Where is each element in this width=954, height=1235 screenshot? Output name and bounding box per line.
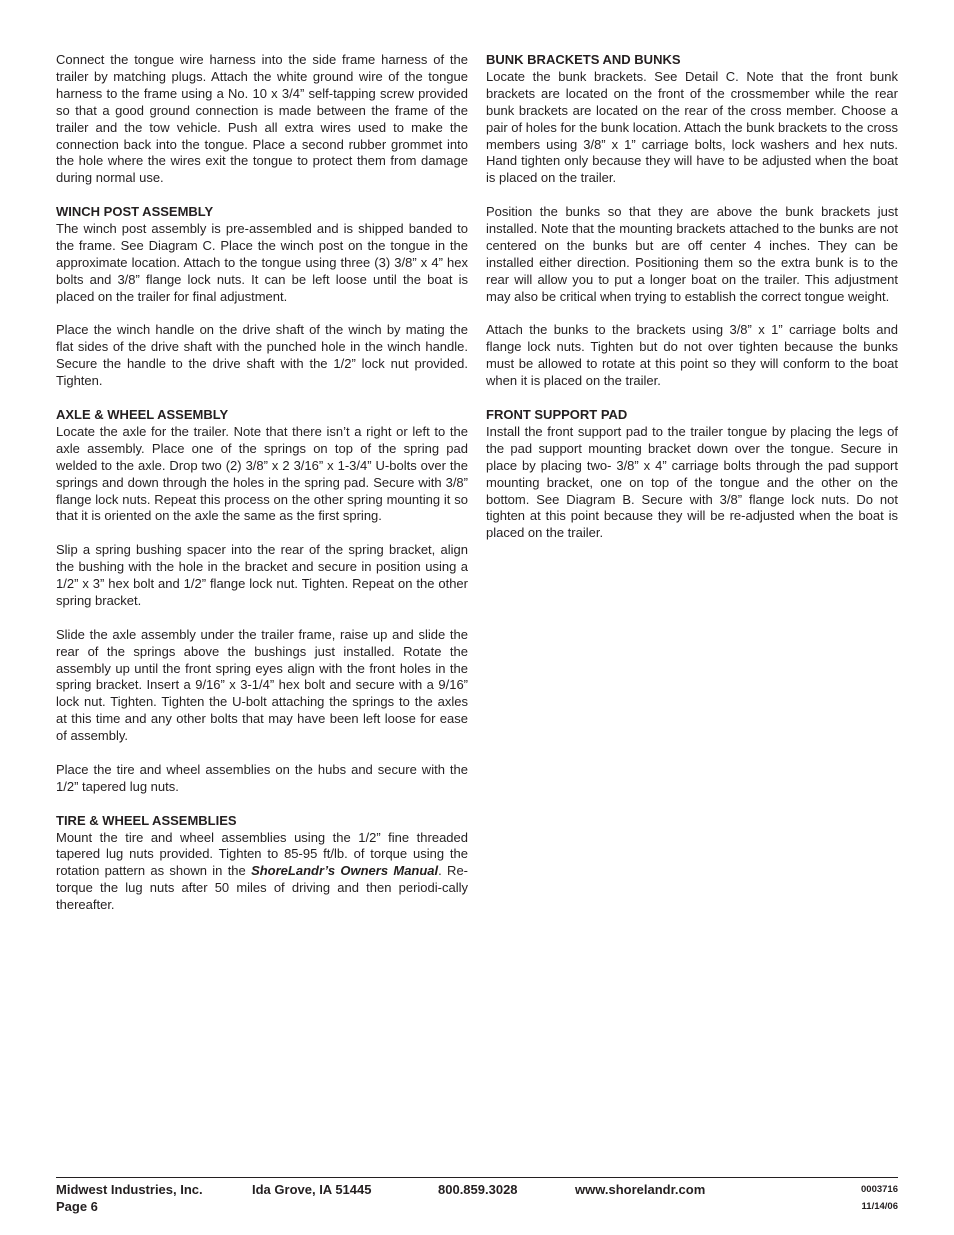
- owners-manual-title: ShoreLandr’s Owners Manual: [251, 863, 439, 879]
- heading-winch-post-assembly: WINCH POST ASSEMBLY: [56, 204, 214, 220]
- footer-company: Midwest Industries, Inc.: [56, 1182, 203, 1197]
- axle-paragraph-4: Place the tire and wheel assemblies on the hubs and secure with the 1/2” tapered lug nuts.: [56, 761, 468, 794]
- bunk-paragraph-1: Locate the bunk brackets. See Detail C. Note that the front bunk brackets are located on the front of the crossmember while the rear bunk brackets are located on the rear of the cross member. Choose a pair of holes for the bunk location. Attach the bunk brackets to the cross members using 3/8” x 1” carriage bolts, lock washers and hex nuts. Hand tighten only because they will have to be adjusted when the boat is placed on the trailer.: [486, 68, 898, 186]
- heading-axle-wheel-assembly: AXLE & WHEEL ASSEMBLY: [56, 406, 229, 422]
- tire-wheel-paragraph: [56, 830, 468, 915]
- footer-date: 11/14/06: [861, 1201, 898, 1212]
- axle-paragraph-3: Slide the axle assembly under the trailer frame, raise up and slide the rear of the springs above the bushings just installed. Rotate the assembly up until the front spring eyes align with the front holes in the spring bracket. Insert a 9/16” x 3-1/4” hex bolt and secure with a 9/16” lock nut. Tighten. Tighten the U-bolt attaching the springs to the axles at this time and any other bolts that may have been left loose for ease of assembly.: [56, 626, 468, 744]
- footer-city: Ida Grove, IA 51445: [252, 1182, 372, 1197]
- winch-post-paragraph-2: Place the winch handle on the drive shaft of the winch by mating the flat sides of the drive shaft with the punched hole in the winch handle. Secure the handle to the drive shaft with the 1/2” lock nut provided. Tighten.: [56, 322, 468, 389]
- heading-tire-wheel-assemblies: TIRE & WHEEL ASSEMBLIES: [56, 812, 237, 828]
- footer-website: www.shorelandr.com: [575, 1182, 706, 1197]
- axle-paragraph-1: Locate the axle for the trailer. Note that there isn’t a right or left to the axle assembly. Place one of the springs on top of the spring pad welded to the axle. Drop two (2) 3/8” x 2 3/16” x 1-3/4” U-bolts over the springs and down through the holes in the spring pad. Secure with 3/8” flange lock nuts. Repeat this process on the other spring mounting it so that it is oriented on the axle the same as the first spring.: [56, 423, 468, 524]
- tire-wheel-text-end: . Re-torque the lug nuts after 50 miles of driving and then periodi-cally thereafter.: [56, 863, 469, 913]
- left-column: [56, 52, 468, 931]
- footer-divider: [56, 1177, 898, 1178]
- front-support-paragraph: Install the front support pad to the trailer tongue by placing the legs of the pad support mounting bracket down over the tongue. Secure in place by placing two- 3/8” x 4” carriage bolts through the pad support mounting bracket, one on top of the tongue and the other on the bottom. See Diagram B. Secure with 3/8” flange lock nuts. Do not tighten at this point because they will be re-adjusted when the boat is placed on the trailer.: [486, 423, 898, 541]
- heading-front-support-pad: FRONT SUPPORT PAD: [486, 406, 628, 422]
- bunk-paragraph-2: Position the bunks so that they are above the bunk brackets just installed. Note that the mounting brackets attached to the bunks are not centered on the bunks but are off center 4 inches. They can be installed either direction. Positioning them so the extra bunk is to the rear will allow you to put a longer boat on the trailer. This adjustment may also be critical when trying to establish the correct tongue weight.: [486, 204, 898, 304]
- footer-doc-number: 0003716: [861, 1184, 898, 1195]
- footer-company-block: [56, 1181, 203, 1215]
- bunk-paragraph-3: Attach the bunks to the brackets using 3/8” x 1” carriage bolts and flange lock nuts. Tighten but do not over tighten because the bunks must be allowed to rotate at this point so they will conform to the boat when it is placed on the trailer.: [486, 322, 898, 389]
- tire-wheel-text-start: Mount the tire and wheel assemblies using the 1/2” fine threaded tapered lug nuts provided. Tighten to 85-95 ft/lb. of torque using the rotation pattern as shown in the: [56, 829, 468, 879]
- footer-phone: 800.859.3028: [438, 1182, 518, 1197]
- axle-paragraph-2: Slip a spring bushing spacer into the rear of the spring bracket, align the bushing with the hole in the bracket and secure in position using a 1/2” x 3” hex bolt and 1/2” flange lock nut. Tighten. Repeat on the other spring bracket.: [56, 542, 468, 608]
- right-column: [486, 52, 898, 559]
- heading-bunk-brackets-and-bunks: BUNK BRACKETS AND BUNKS: [486, 52, 681, 67]
- intro-paragraph: Connect the tongue wire harness into the side frame harness of the trailer by matching plugs. Attach the white ground wire of the tongue harness to the frame using a No. 10 x 3/4” self-tapping screw provided so that a good ground connection is made between the frame of the trailer and the tow vehicle. Push all extra wires used to make the connection back into the tongue. Place a second rubber grommet into the hole where the wires exit the tongue to protect them from damage during normal use.: [56, 52, 468, 186]
- footer-page-number: Page 6: [56, 1199, 98, 1214]
- winch-post-paragraph-1: The winch post assembly is pre-assembled and is shipped banded to the frame. See Diagram C. Place the winch post on the tongue in the approximate location. Attach to the tongue using three (3) 3/8” x 4” hex bolts and 3/8” flange lock nuts. It can be left loose until the boat is placed on the trailer for final adjustment.: [56, 221, 468, 304]
- footer-doc-info: [861, 1181, 898, 1215]
